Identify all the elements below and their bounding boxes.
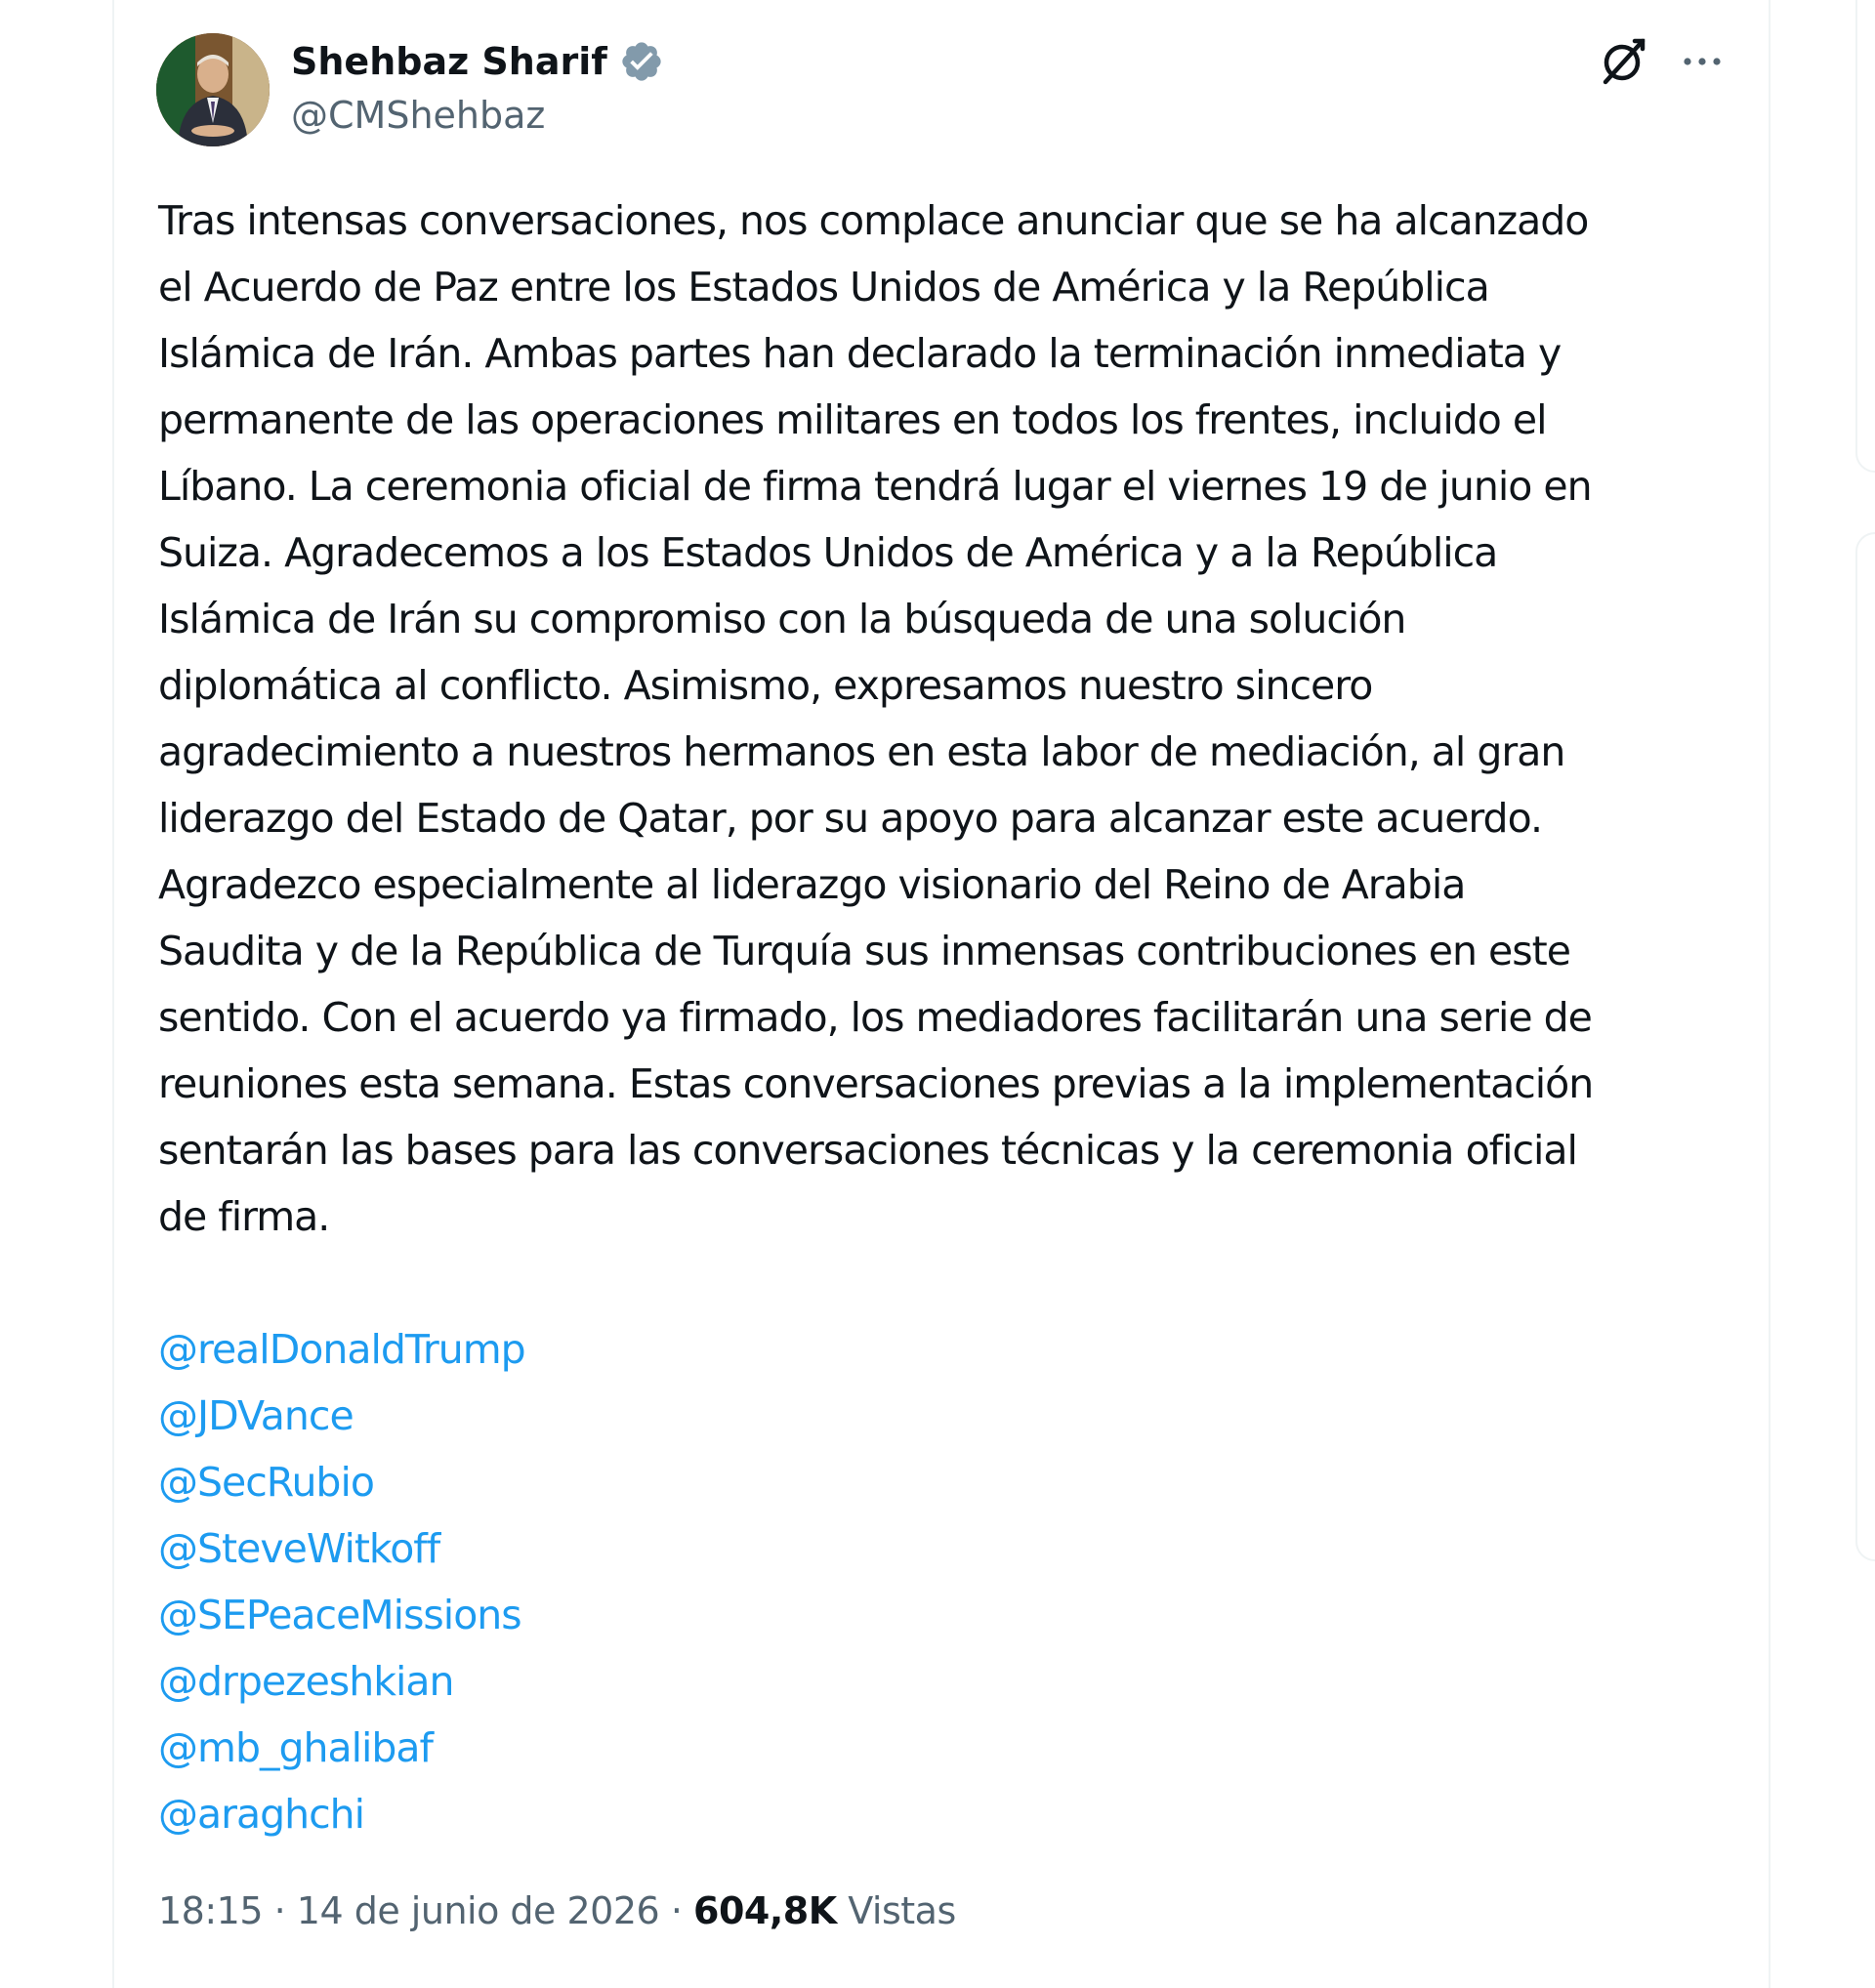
verified-badge-icon: [619, 39, 664, 84]
sidebar-card: [1855, 0, 1875, 473]
views-label: Vistas: [848, 1889, 956, 1932]
tweet-text-line: de firma.: [158, 1193, 330, 1240]
mention-link[interactable]: @drpezeshkian: [158, 1658, 454, 1705]
tweet-text-line: el Acuerdo de Paz entre los Estados Unidos de América y la República: [158, 264, 1489, 311]
tweet-text: [158, 187, 1760, 1250]
meta-separator: ·: [273, 1889, 286, 1932]
more-icon[interactable]: [1676, 35, 1729, 88]
mention-link[interactable]: @SteveWitkoff: [158, 1525, 440, 1572]
tweet-text-line: Agradezco especialmente al liderazgo visionario del Reino de Arabia: [158, 861, 1466, 908]
grok-icon[interactable]: [1598, 35, 1650, 88]
author-handle[interactable]: @CMShehbaz: [291, 94, 546, 137]
mention-link[interactable]: @mb_ghalibaf: [158, 1724, 433, 1771]
avatar[interactable]: [156, 33, 270, 146]
column-border-left: [112, 0, 114, 1988]
mention-list: [158, 1316, 525, 1847]
tweet-text-line: sentarán las bases para las conversaciones técnicas y la ceremonia oficial: [158, 1127, 1577, 1174]
tweet-text-line: liderazgo del Estado de Qatar, por su apoyo para alcanzar este acuerdo.: [158, 795, 1542, 842]
tweet-time[interactable]: 18:15: [158, 1889, 264, 1932]
tweet-text-line: Saudita y de la República de Turquía sus inmensas contribuciones en este: [158, 928, 1570, 974]
author-name-row: [291, 35, 664, 88]
sidebar-card: [1855, 532, 1875, 1561]
tweet-text-line: permanente de las operaciones militares en todos los frentes, incluido el: [158, 396, 1547, 443]
tweet-text-line: diplomática al conflicto. Asimismo, expresamos nuestro sincero: [158, 662, 1373, 709]
tweet-text-line: Líbano. La ceremonia oficial de firma tendrá lugar el viernes 19 de junio en: [158, 463, 1592, 510]
tweet-text-line: Islámica de Irán su compromiso con la búsqueda de una solución: [158, 596, 1406, 642]
tweet-text-line: Suiza. Agradecemos a los Estados Unidos de América y a la República: [158, 529, 1498, 576]
mention-link[interactable]: @SecRubio: [158, 1459, 374, 1506]
tweet-text-line: reuniones esta semana. Estas conversaciones previas a la implementación: [158, 1060, 1594, 1107]
author-display-name[interactable]: Shehbaz Sharif: [291, 40, 607, 83]
tweet-text-line: Islámica de Irán. Ambas partes han declarado la terminación inmediata y: [158, 330, 1562, 377]
mention-link[interactable]: @realDonaldTrump: [158, 1326, 525, 1373]
views-count[interactable]: 604,8K: [693, 1889, 837, 1932]
tweet-text-line: agradecimiento a nuestros hermanos en esta labor de mediación, al gran: [158, 728, 1565, 775]
meta-separator: ·: [670, 1889, 683, 1932]
tweet-text-line: Tras intensas conversaciones, nos complace anunciar que se ha alcanzado: [158, 197, 1589, 244]
mention-link[interactable]: @araghchi: [158, 1791, 365, 1838]
tweet-meta: [158, 1889, 956, 1932]
column-border-right: [1769, 0, 1771, 1988]
tweet-date[interactable]: 14 de junio de 2026: [296, 1889, 660, 1932]
mention-link[interactable]: @JDVance: [158, 1392, 354, 1439]
tweet-text-line: sentido. Con el acuerdo ya firmado, los mediadores facilitarán una serie de: [158, 994, 1592, 1041]
mention-link[interactable]: @SEPeaceMissions: [158, 1592, 521, 1638]
